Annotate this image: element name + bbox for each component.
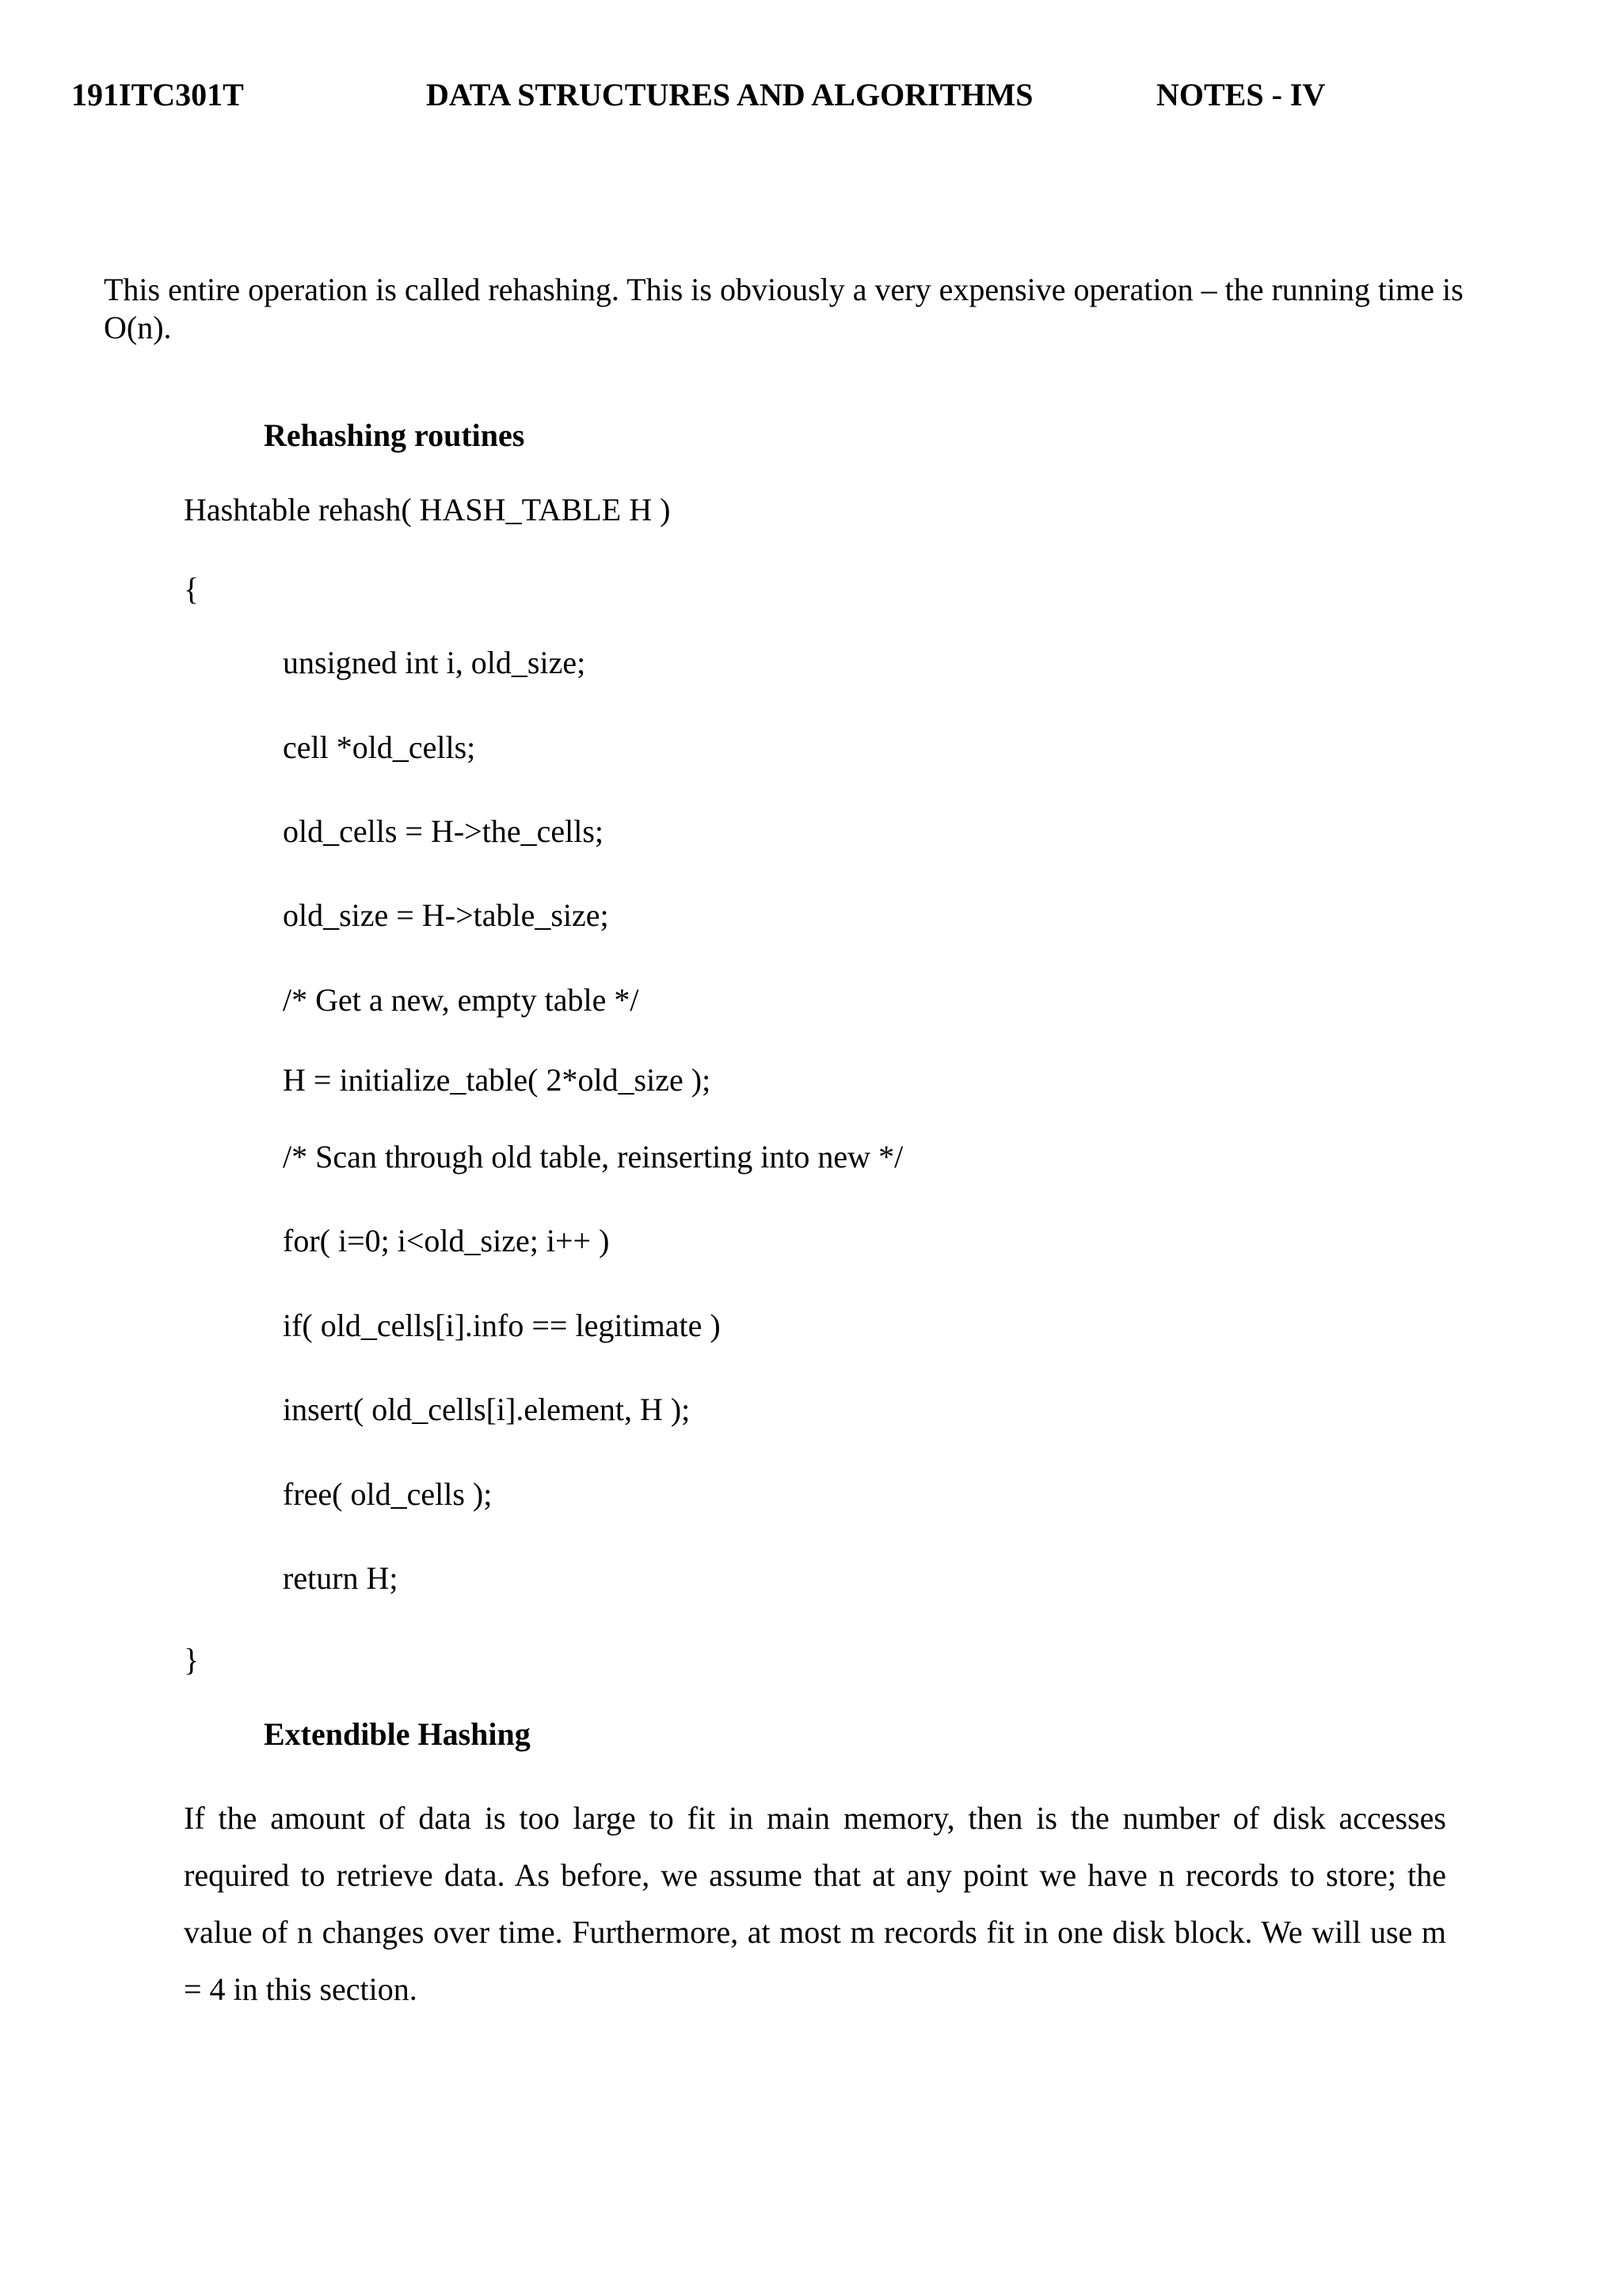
notes-label: NOTES - IV (1156, 77, 1326, 112)
code-line: old_cells = H->the_cells; (283, 813, 604, 849)
section-heading-rehashing: Rehashing routines (264, 417, 525, 453)
code-line: if( old_cells[i].info == legitimate ) (283, 1308, 721, 1343)
code-close-brace: } (184, 1642, 200, 1677)
code-line: cell *old_cells; (283, 729, 476, 765)
code-line: insert( old_cells[i].element, H ); (283, 1392, 691, 1427)
section-heading-extendible-hashing: Extendible Hashing (264, 1716, 531, 1752)
code-open-brace: { (184, 571, 200, 607)
course-title: DATA STRUCTURES AND ALGORITHMS (426, 77, 1034, 112)
course-code: 191ITC301T (71, 77, 244, 112)
code-comment: /* Get a new, empty table */ (283, 982, 639, 1018)
extendible-hashing-paragraph: If the amount of data is too large to fit in main memory, then is the number of disk accesses required to retrieve data. As before, we assume that at any point we have n records to store; the value of n changes over time. Furthermore, at most m records fit in one disk block. We will use m = 4 in this section. (184, 1800, 1446, 2007)
code-line: for( i=0; i<old_size; i++ ) (283, 1223, 610, 1258)
code-line: return H; (283, 1560, 398, 1596)
code-line: free( old_cells ); (283, 1476, 493, 1512)
code-line: unsigned int i, old_size; (283, 645, 586, 680)
code-signature: Hashtable rehash( HASH_TABLE H ) (184, 492, 671, 527)
code-line: H = initialize_table( 2*old_size ); (283, 1062, 711, 1098)
intro-paragraph: This entire operation is called rehashing. This is obviously a very expensive operation – the running time is O(n). (104, 272, 1464, 345)
code-comment: /* Scan through old table, reinserting into new */ (283, 1139, 904, 1175)
code-line: old_size = H->table_size; (283, 897, 609, 933)
